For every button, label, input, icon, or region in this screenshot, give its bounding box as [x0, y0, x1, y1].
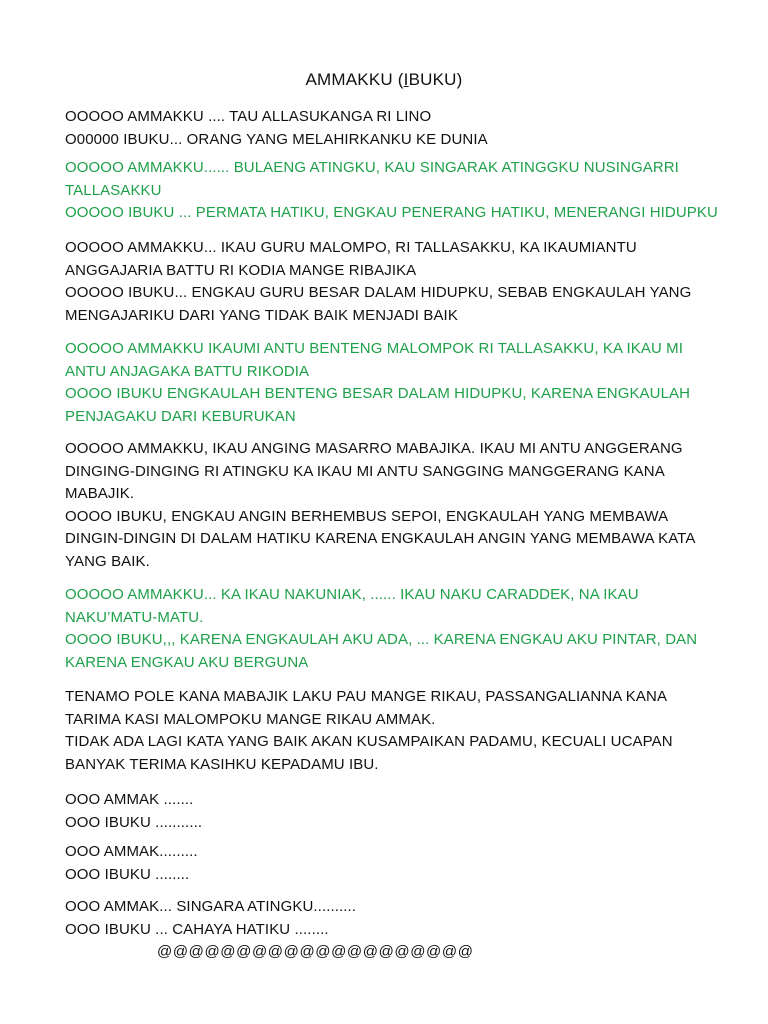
stanza-line: OOO AMMAK......... — [65, 843, 198, 860]
stanza-1 — [65, 106, 715, 151]
closing-ornament: @@@@@@@@@@@@@@@@@@@@ — [157, 943, 474, 960]
stanza-line: OOOOO AMMAKKU... KA IKAU NAKUNIAK, ...... IKAU NAKU CARADDEK, NA IKAU — [65, 586, 639, 603]
stanza-line: TALLASAKKU — [65, 181, 162, 199]
stanza-line: MABAJIK. — [65, 485, 135, 502]
stanza-7 — [65, 686, 715, 776]
stanza-line: NAKU’MATU-MATU. — [65, 608, 204, 626]
stanza-line: OOOOO IBUKU ... PERMATA HATIKU, ENGKAU PENERANG HATIKU, MENERANGI HIDUPKU — [65, 204, 718, 221]
stanza-line: DINGIN-DINGIN DI DALAM HATIKU KARENA ENGKAULAH ANGIN YANG MEMBAWA KATA — [65, 530, 696, 547]
stanza-line: TENAMO POLE KANA MABAJIK LAKU PAU MANGE RIKAU, PASSANGALIANNA KANA — [65, 688, 668, 705]
stanza-9 — [65, 841, 715, 886]
stanza-line: KARENA ENGKAU AKU BERGUNA — [65, 653, 309, 671]
poem-title — [0, 70, 768, 90]
stanza-line: OOOOO IBUKU... ENGKAU GURU BESAR DALAM HIDUPKU, SEBAB ENGKAULAH YANG — [65, 284, 692, 301]
title-suffix: BUKU) — [408, 70, 463, 89]
stanza-line: TARIMA KASI MALOMPOKU MANGE RIKAU AMMAK. — [65, 710, 436, 728]
stanza-line: OOOO IBUKU, ENGKAU ANGIN BERHEMBUS SEPOI, ENGKAULAH YANG MEMBAWA — [65, 507, 669, 525]
stanza-line: OOOOO AMMAKKU .... TAU ALLASUKANGA RI LINO — [65, 108, 432, 125]
stanza-3 — [65, 237, 715, 327]
stanza-line: YANG BAIK. — [65, 552, 150, 570]
stanza-5 — [65, 438, 715, 573]
title-underlined-letter: I — [403, 70, 409, 89]
stanza-2 — [65, 157, 718, 225]
stanza-line: PENJAGAKU DARI KEBURUKAN — [65, 407, 296, 425]
stanza-line: OOO IBUKU ... CAHAYA HATIKU ........ — [65, 920, 329, 938]
stanza-line: OOOOO AMMAKKU IKAUMI ANTU BENTENG MALOMPOK RI TALLASAKKU, KA IKAU MI — [65, 340, 684, 357]
stanza-line: OOO AMMAK... SINGARA ATINGKU.......... — [65, 898, 357, 915]
stanza-line: OOOO IBUKU,,, KARENA ENGKAULAH AKU ADA, ... KARENA ENGKAU AKU PINTAR, DAN — [65, 631, 698, 648]
stanza-line: ANGGAJARIA BATTU RI KODIA MANGE RIBAJIKA — [65, 261, 417, 279]
title-prefix: AMMAKKU ( — [305, 70, 404, 89]
stanza-10 — [65, 896, 715, 941]
stanza-line: TIDAK ADA LAGI KATA YANG BAIK AKAN KUSAMPAIKAN PADAMU, KECUALI UCAPAN — [65, 733, 673, 750]
stanza-line: OOOOO AMMAKKU... IKAU GURU MALOMPO, RI TALLASAKKU, KA IKAUMIANTU — [65, 239, 637, 256]
stanza-line: BANYAK TERIMA KASIHKU KEPADAMU IBU. — [65, 755, 379, 773]
stanza-line: ANTU ANJAGAKA BATTU RIKODIA — [65, 362, 310, 380]
stanza-line: OOOO IBUKU ENGKAULAH BENTENG BESAR DALAM HIDUPKU, KARENA ENGKAULAH — [65, 385, 691, 402]
stanza-6 — [65, 584, 715, 674]
stanza-8 — [65, 789, 715, 834]
stanza-line: OOOOO AMMAKKU, IKAU ANGING MASARRO MABAJIKA. IKAU MI ANTU ANGGERANG — [65, 440, 683, 457]
stanza-line: DINGING-DINGING RI ATINGKU KA IKAU MI ANTU SANGGING MANGGERANG KANA — [65, 462, 665, 480]
stanza-line: OOOOO AMMAKKU...... BULAENG ATINGKU, KAU SINGARAK ATINGGKU NUSINGARRI — [65, 159, 679, 176]
stanza-line: OOO IBUKU ........... — [65, 813, 203, 831]
stanza-line: MENGAJARIKU DARI YANG TIDAK BAIK MENJADI BAIK — [65, 306, 458, 324]
stanza-line: OOO AMMAK ....... — [65, 791, 194, 808]
stanza-4 — [65, 338, 715, 428]
stanza-line: O00000 IBUKU... ORANG YANG MELAHIRKANKU KE DUNIA — [65, 130, 488, 148]
stanza-line: OOO IBUKU ........ — [65, 865, 190, 883]
